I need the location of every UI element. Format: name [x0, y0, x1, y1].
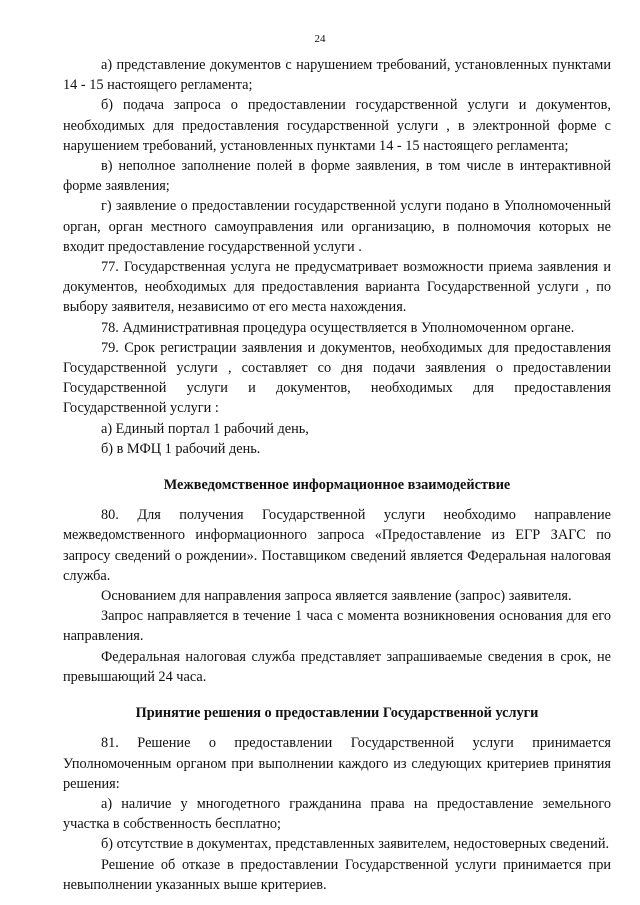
paragraph-77: 77. Государственная услуга не предусматривает возможности приема заявления и документов, необходимых для предоставления варианта Государственной услуги , по выбору заявителя, независимо от его места нахождения. [63, 259, 611, 316]
paragraph-80: 80. Для получения Государственной услуги необходимо направление межведомственного информационного запроса «Предоставление из ЕГР ЗАГС по запросу сведений о рождении». Поставщиком сведений является Федеральная налоговая служба. [63, 507, 611, 584]
paragraph-81: 81. Решение о предоставлении Государственной услуги принимается Уполномоченным органом при выполнении каждого из следующих критериев принятия решения: [63, 735, 611, 792]
paragraph-80-response: Федеральная налоговая служба представляет запрашиваемые сведения в срок, не превышающий 24 часа. [63, 648, 611, 685]
paragraph-item-b: б) подача запроса о предоставлении государственной услуги и документов, необходимых для предоставления государственной услуги , в электронной форме с нарушением требований, установленных пунктами 14 - 15 настоящего регламента; [63, 97, 611, 154]
paragraph-79-a: а) Единый портал 1 рабочий день, [101, 420, 309, 437]
section-heading-interagency: Межведомственное информационное взаимодействие [163, 477, 511, 494]
paragraph-80-timing: Запрос направляется в течение 1 часа с момента возникновения основания для его направления. [63, 608, 611, 645]
paragraph-79: 79. Срок регистрации заявления и документов, необходимых для предоставления Государственной услуги , составляет со дня подачи заявления о предоставлении Государственной услуги и документов, необходимых для предоставления Государственной услуги : [63, 339, 611, 417]
paragraph-81-b: б) отсутствие в документах, представленных заявителем, недостоверных сведений. [101, 836, 610, 853]
paragraph-81-a: а) наличие у многодетного гражданина права на предоставление земельного участка в собственность бесплатно; [63, 795, 611, 833]
paragraph-78: 78. Административная процедура осуществляется в Уполномоченном органе. [101, 319, 575, 336]
paragraph-item-v: в) неполное заполнение полей в форме заявления, в том числе в интерактивной форме заявления; [63, 158, 611, 195]
paragraph-item-a: а) представление документов с нарушением требований, установленных пунктами 14 - 15 настоящего регламента; [63, 57, 611, 94]
page-content [63, 55, 611, 895]
section-heading-decision: Принятие решения о предоставлении Государственной услуги [135, 705, 539, 722]
paragraph-79-b: б) в МФЦ 1 рабочий день. [101, 440, 261, 457]
paragraph-80-basis: Основанием для направления запроса является заявление (запрос) заявителя. [101, 588, 572, 605]
paragraph-81-refusal: Решение об отказе в предоставлении Государственной услуги принимается при невыполнении указанных выше критериев. [63, 856, 611, 893]
page-number: 24 [314, 33, 326, 45]
paragraph-item-g: г) заявление о предоставлении государственной услуги подано в Уполномоченный орган, орган местного самоуправления или организацию, в полномочия которых не входит предоставление государственной услуги . [63, 198, 611, 255]
